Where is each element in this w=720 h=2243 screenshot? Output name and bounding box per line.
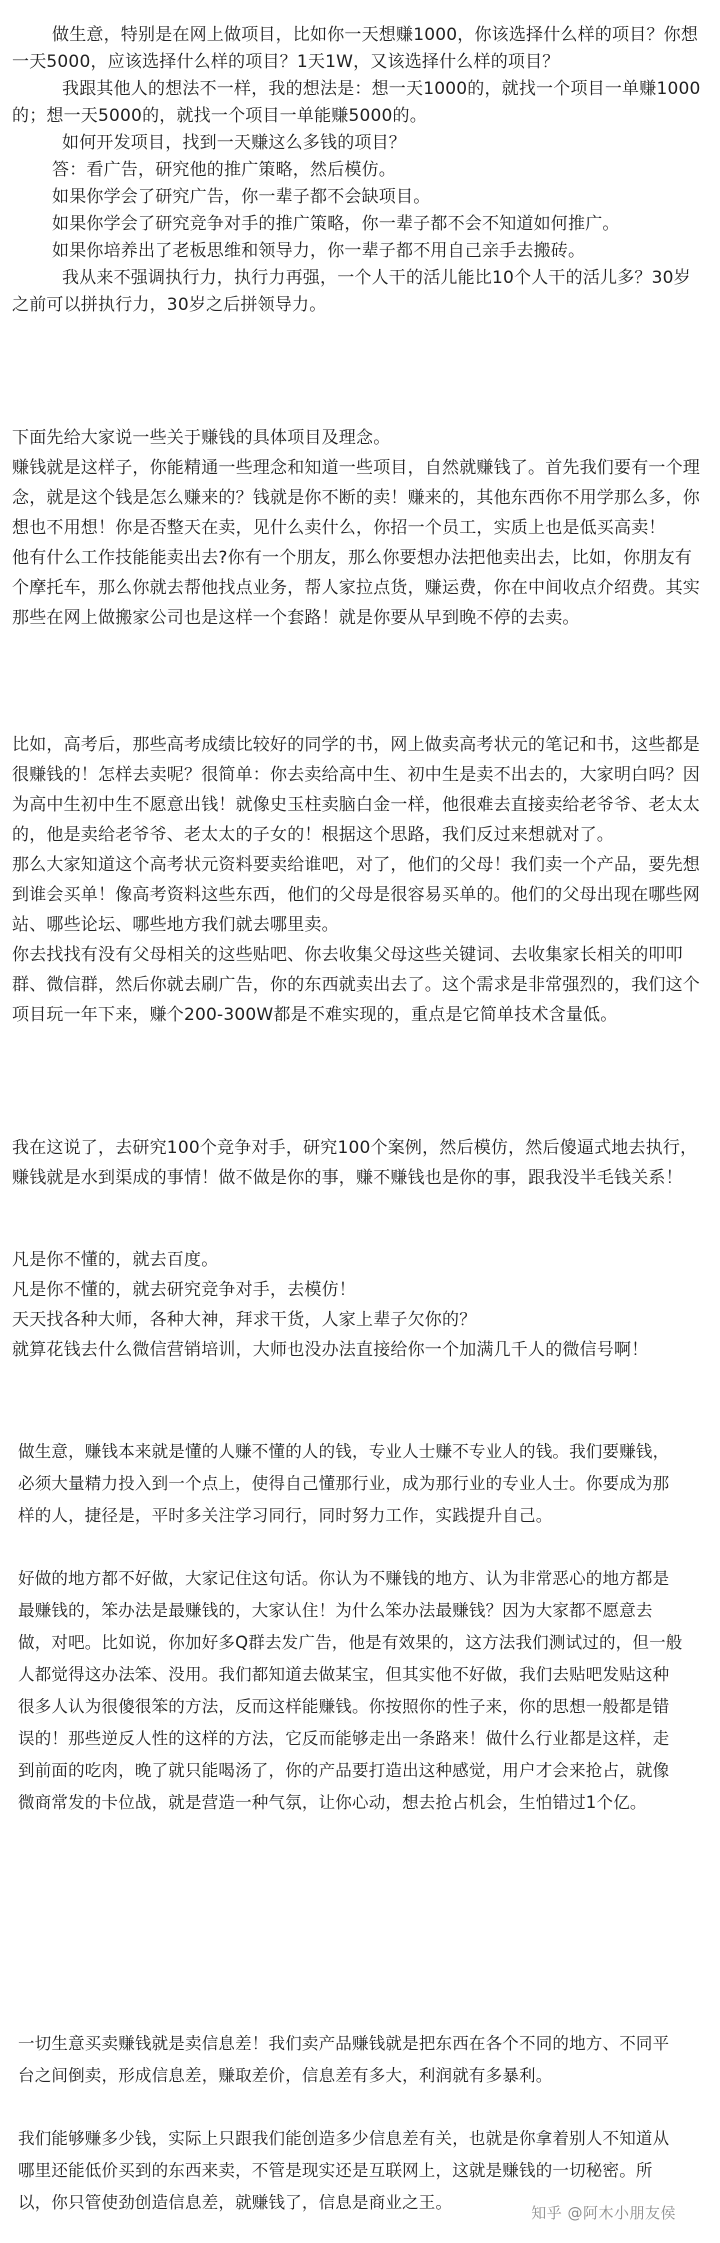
paragraph: 如果你学会了研究广告，你一辈子都不会缺项目。 — [52, 187, 431, 207]
research-section — [0, 1133, 720, 1193]
paragraph: 我们能够赚多少钱，实际上只跟我们能创造多少信息差有关，也就是你拿着别人不知道从哪里还能低价买到的东西来卖，不管是现实还是互联网上，这就是赚钱的一切秘密。所以，你只管使劲创造信息差，就赚钱了，信息是商业之王。 — [18, 2129, 670, 2212]
intro-section — [0, 22, 720, 319]
paragraph: 下面先给大家说一些关于赚钱的具体项目及理念。 — [12, 428, 391, 448]
paragraph: 你去找找有没有父母相关的这些贴吧、你去收集父母这些关键词、去收集家长相关的叩叩群、微信群，然后你就去刷广告，你的东西就卖出去了。这个需求是非常强烈的，我们这个项目玩一年下来，赚个200-300W都是不难实现的，重点是它简单技术含量低。 — [12, 945, 700, 1025]
concept-section — [0, 423, 720, 633]
paragraph: 如果你培养出了老板思维和领导力，你一辈子都不用自己亲手去搬砖。 — [52, 241, 586, 261]
paragraph: 赚钱就是这样子，你能精通一些理念和知道一些项目，自然就赚钱了。首先我们要有一个理念，就是这个钱是怎么赚来的？钱就是你不断的卖！赚来的，其他东西你不用学那么多，你想也不用想！你是否整天在卖，见什么卖什么，你招一个员工，实质上也是低买高卖！ — [12, 458, 700, 538]
paragraph: 如果你学会了研究竞争对手的推广策略，你一辈子都不会不知道如何推广。 — [52, 214, 620, 234]
paragraph: 一切生意买卖赚钱就是卖信息差！我们卖产品赚钱就是把东西在各个不同的地方、不同平台之间倒卖，形成信息差，赚取差价，信息差有多大，利润就有多暴利。 — [18, 2034, 670, 2085]
paragraph: 我在这说了，去研究100个竞争对手，研究100个案例，然后模仿，然后傻逼式地去执行，赚钱就是水到渠成的事情！做不做是你的事，赚不赚钱也是你的事，跟我没半毛钱关系！ — [12, 1138, 698, 1188]
paragraph: 比如，高考后，那些高考成绩比较好的同学的书，网上做卖高考状元的笔记和书，这些都是很赚钱的！怎样去卖呢？很简单：你去卖给高中生、初中生是卖不出去的，大家明白吗？因为高中生初中生不愿意出钱！就像史玉柱卖脑白金一样，他很难去直接卖给老爷爷、老太太的，他是卖给老爷爷、老太太的子女的！根据这个思路，我们反过来想就对了。 — [12, 735, 700, 845]
paragraph: 天天找各种大师，各种大神，拜求干货，人家上辈子欠你的？ — [12, 1310, 477, 1330]
paragraph: 如何开发项目，找到一天赚这么多钱的项目？ — [62, 133, 406, 153]
paragraph: 就算花钱去什么微信营销培训，大师也没办法直接给你一个加满几千人的微信号啊！ — [12, 1340, 649, 1360]
paragraph: 他有什么工作技能能卖出去?你有一个朋友，那么你要想办法把他卖出去，比如，你朋友有个摩托车，那么你就去帮他找点业务，帮人家拉点货，赚运费，你在中间收点介绍费。其实那些在网上做搬家公司也是这样一个套路！就是你要从早到晚不停的去卖。 — [12, 548, 700, 628]
example-section — [0, 730, 720, 1030]
paragraph: 答：看广告，研究他的推广策略，然后模仿。 — [52, 160, 396, 180]
expertise-section — [0, 1436, 720, 1532]
paragraph: 那么大家知道这个高考状元资料要卖给谁吧，对了，他们的父母！我们卖一个产品，要先想到谁会买单！像高考资料这些东西，他们的父母是很容易买单的。他们的父母出现在哪些网站、哪些论坛、哪些地方我们就去哪里卖。 — [12, 855, 700, 935]
paragraph: 我跟其他人的想法不一样，我的想法是：想一天1000的，就找一个项目一单赚1000的；想一天5000的，就找一个项目一单能赚5000的。 — [12, 79, 701, 126]
paragraph: 凡是你不懂的，就去百度。 — [12, 1250, 219, 1270]
advice-section — [0, 1245, 720, 1365]
paragraph: 凡是你不懂的，就去研究竞争对手，去模仿！ — [12, 1280, 356, 1300]
zhihu-watermark: 知乎 @阿木小朋友侯 — [531, 2204, 676, 2222]
paragraph: 做生意，赚钱本来就是懂的人赚不懂的人的钱，专业人士赚不专业人的钱。我们要赚钱，必须大量精力投入到一个点上，使得自己懂那行业，成为那行业的专业人士。你要成为那样的人，捷径是，平时多关注学习同行，同时努力工作，实践提升自己。 — [18, 1442, 670, 1525]
paragraph: 我从来不强调执行力，执行力再强，一个人干的活儿能比10个人干的活儿多？30岁之前可以拼执行力，30岁之后拼领导力。 — [12, 268, 691, 315]
hard-work-section — [0, 1563, 720, 1819]
paragraph: 做生意，特别是在网上做项目，比如你一天想赚1000，你该选择什么样的项目？你想一天5000，应该选择什么样的项目？1天1W，又该选择什么样的项目？ — [12, 25, 699, 72]
paragraph: 好做的地方都不好做，大家记住这句话。你认为不赚钱的地方、认为非常恶心的地方都是最赚钱的，笨办法是最赚钱的，大家认住！为什么笨办法最赚钱？因为大家都不愿意去做，对吧。比如说，你加好多Q群去发广告，他是有效果的，这方法我们测试过的，但一般人都觉得这办法笨、没用。我们都知道去做某宝，但其实他不好做，我们去贴吧发贴这种很多人认为很傻很笨的方法，反而这样能赚钱。你按照你的性子来，你的思想一般都是错误的！那些逆反人性的这样的方法，它反而能够走出一条路来！做什么行业都是这样，走到前面的吃肉，晚了就只能喝汤了，你的产品要打造出这种感觉，用户才会来抢占，就像微商常发的卡位战，就是营造一种气氛，让你心动，想去抢占机会，生怕错过1个亿。 — [18, 1569, 683, 1812]
info-gap-section — [0, 2028, 720, 2092]
